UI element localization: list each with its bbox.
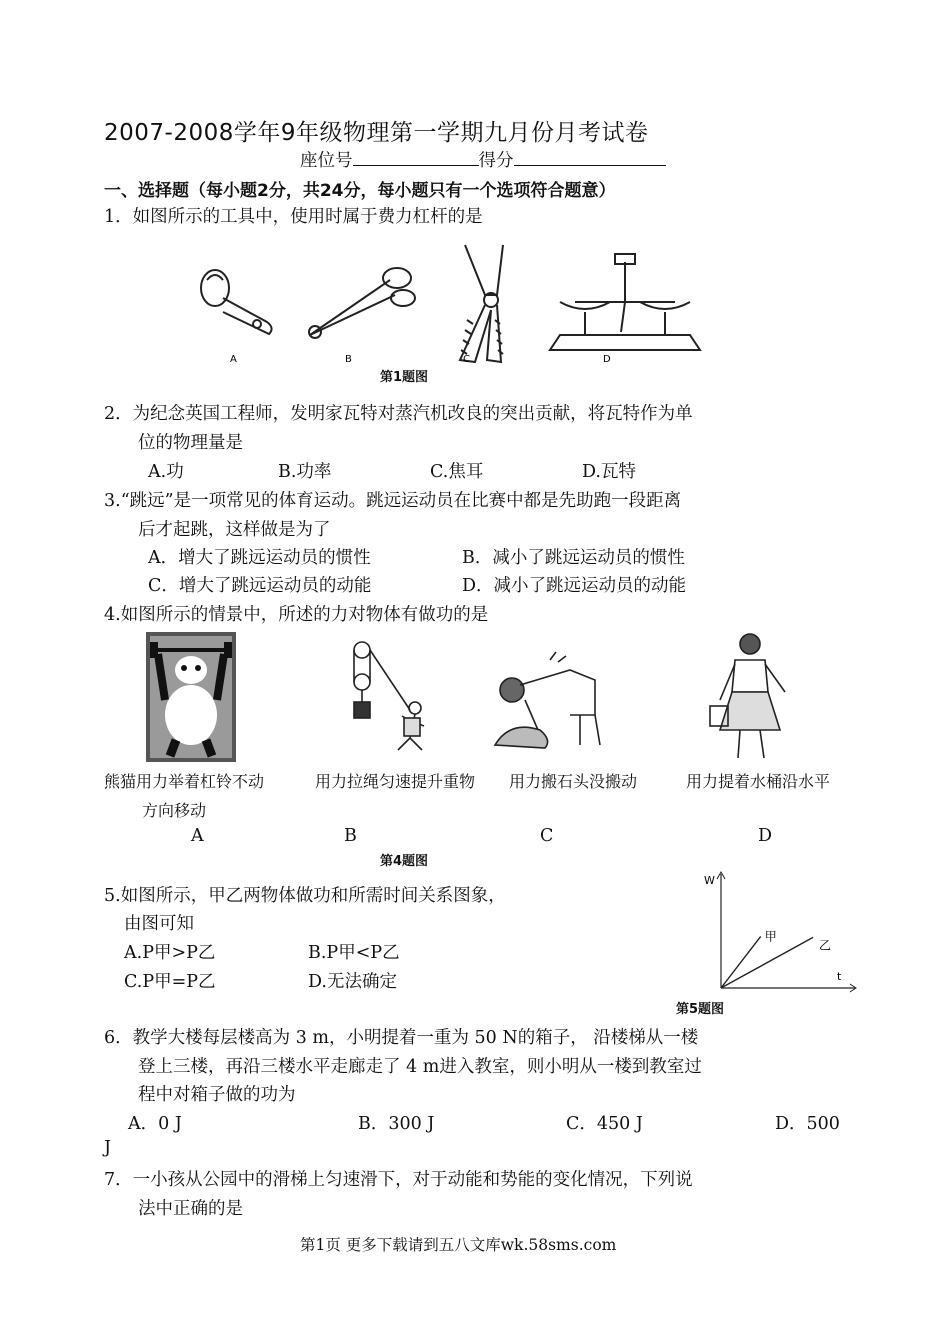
score-blank: [514, 149, 666, 166]
q2-option-a: A.功: [148, 462, 184, 482]
page-footer: 第1页 更多下载请到五八文库wk.58sms.com: [300, 1236, 617, 1254]
q1-caption: 第1题图: [380, 370, 429, 385]
girl-lifting-stone-icon: [495, 652, 600, 748]
score-label: 得分: [478, 151, 514, 171]
q3-line1: 3.“跳远”是一项常见的体育运动。跳远运动员在比赛中都是先助跑一段距离: [104, 491, 682, 511]
q4-letter-a: A: [191, 826, 204, 846]
q5-option-b: B.P甲<P乙: [308, 943, 400, 963]
seat-score-line: [300, 147, 666, 172]
q7-line1: 7．一小孩从公园中的滑梯上匀速滑下，对于动能和势能的变化情况，下列说: [104, 1170, 693, 1190]
q6-option-a: A．0 J: [128, 1114, 182, 1134]
woman-carrying-bucket-icon: [710, 634, 785, 758]
q5-line1: 5.如图所示，甲乙两物体做功和所需时间关系图象，: [104, 886, 506, 906]
tongs-icon: [309, 268, 415, 338]
q5-option-c: C.P甲=P乙: [124, 972, 216, 992]
q4-figure: [140, 630, 810, 765]
q2-line2: 位的物理量是: [138, 433, 243, 453]
q4-desc-cont: 方向移动: [142, 801, 207, 820]
panda-barbell-icon: [146, 632, 236, 762]
q6-line2: 登上三楼，再沿三楼水平走廊走了 4 m进入教室，则小明从一楼到教室过: [138, 1057, 702, 1077]
q6-option-c: C．450 J: [566, 1114, 643, 1134]
q6-tail: J: [104, 1138, 112, 1158]
seat-blank: [353, 149, 479, 166]
q4-desc-d: 用力提着水桶沿水平: [686, 772, 831, 791]
q4-caption: 第4题图: [380, 854, 429, 869]
q1-letter-c: C: [463, 354, 470, 365]
x-axis-label: t: [837, 970, 842, 983]
series-jia-label: 甲: [764, 929, 777, 944]
q2-option-c: C.焦耳: [430, 462, 484, 482]
q2-line1: 2．为纪念英国工程师，发明家瓦特对蒸汽机改良的突出贡献，将瓦特作为单: [104, 404, 693, 424]
q6-line1: 6．教学大楼每层楼高为 3 m，小明提着一重为 50 N的箱子， 沿楼梯从一楼: [104, 1028, 699, 1048]
q3-option-d: D．减小了跳远运动员的动能: [462, 576, 687, 596]
pulley-worker-icon: [354, 642, 424, 750]
seat-label: 座位号: [300, 151, 353, 171]
q7-line2: 法中正确的是: [138, 1199, 243, 1219]
q4-desc-b: 用力拉绳匀速提升重物: [315, 772, 476, 791]
page-title: 2007-2008学年9年级物理第一学期九月份月考试卷: [104, 120, 649, 146]
q4-letter-b: B: [344, 826, 357, 846]
y-axis-label: W: [704, 874, 715, 887]
series-jia-line: [721, 936, 761, 988]
q5-line2: 由图可知: [124, 914, 194, 934]
q5-caption: 第5题图: [676, 1002, 725, 1017]
q2-option-b: B.功率: [278, 462, 332, 482]
q4-desc-a: 熊猫用力举着杠铃不动: [104, 772, 265, 791]
q3-option-b: B．减小了跳远运动员的惯性: [462, 548, 685, 568]
q4-letter-d: D: [758, 826, 773, 846]
q5-chart: [700, 868, 860, 993]
q1-text: 1．如图所示的工具中，使用时属于费力杠杆的是: [104, 207, 483, 227]
q6-option-d: D．500: [775, 1114, 840, 1134]
q5-option-a: A.P甲>P乙: [124, 943, 216, 963]
pliers-icon: [460, 245, 503, 362]
q1-letter-a: A: [230, 354, 237, 365]
q3-option-a: A．增大了跳远运动员的惯性: [148, 548, 371, 568]
q6-option-b: B．300 J: [358, 1114, 435, 1134]
q1-letter-d: D: [603, 354, 611, 365]
series-yi-line: [721, 937, 813, 988]
section-heading: 一、选择题（每小题2分，共24分，每小题只有一个选项符合题意）: [104, 181, 616, 201]
q4-letter-c: C: [540, 826, 554, 846]
series-yi-label: 乙: [819, 938, 832, 953]
q3-line2: 后才起跳，这样做是为了: [138, 520, 331, 540]
q4-desc-c: 用力搬石头没搬动: [509, 772, 638, 791]
balance-scale-icon: [550, 254, 700, 350]
q3-option-c: C．增大了跳远运动员的动能: [148, 576, 372, 596]
q1-letter-b: B: [345, 354, 352, 365]
q5-option-d: D.无法确定: [308, 972, 397, 992]
q4-text: 4.如图所示的情景中，所述的力对物体有做功的是: [104, 605, 489, 625]
q1-figure: [185, 240, 715, 375]
q6-line3: 程中对箱子做的功为: [138, 1085, 296, 1105]
q2-option-d: D.瓦特: [582, 462, 636, 482]
bottle-opener-icon: [201, 270, 272, 334]
